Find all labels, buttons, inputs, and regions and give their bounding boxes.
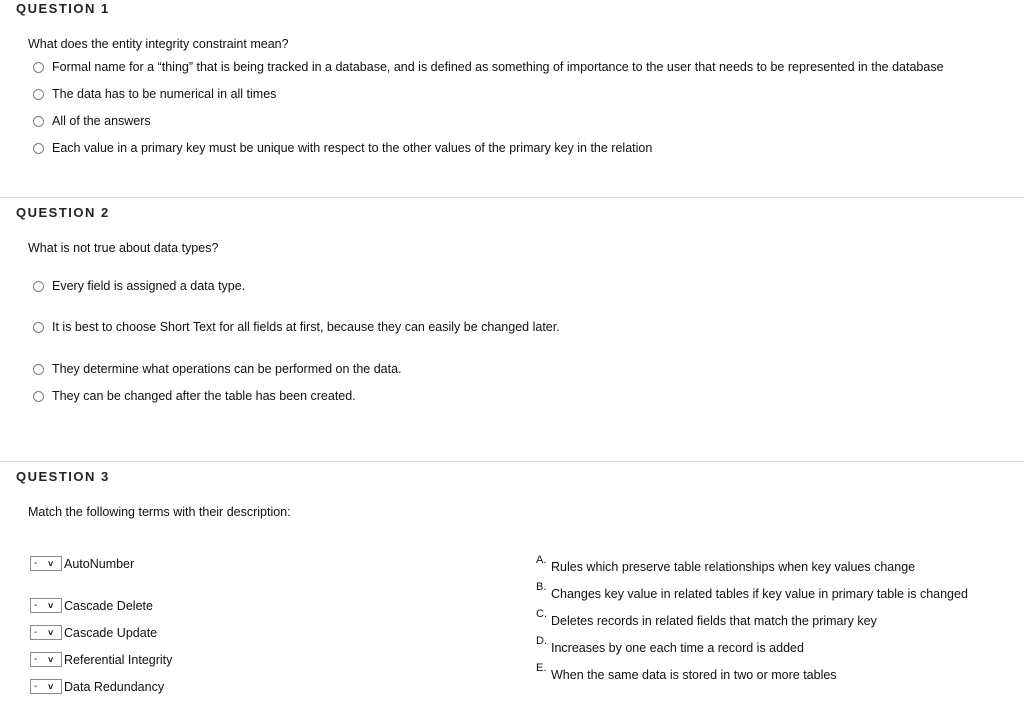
section-divider: [0, 197, 1024, 198]
q1-option-3[interactable]: [33, 114, 151, 128]
chevron-down-icon: ˅: [48, 681, 54, 692]
description-text: Rules which preserve table relationships when key values change: [551, 560, 916, 574]
description-text: Deletes records in related fields that match the primary key: [551, 614, 877, 628]
chevron-down-icon: ˅: [48, 600, 54, 611]
option-label: Each value in a primary key must be unique with respect to the other values of the primary key in the relation: [52, 141, 653, 155]
match-select[interactable]: - ˅: [30, 598, 62, 613]
radio-button[interactable]: [33, 89, 44, 100]
match-term: Referential Integrity: [64, 652, 173, 667]
radio-button[interactable]: [33, 281, 44, 292]
option-label: It is best to choose Short Text for all fields at first, because they can easily be changed later.: [52, 320, 560, 334]
option-label: Every field is assigned a data type.: [52, 279, 246, 293]
match-select[interactable]: - ˅: [30, 652, 62, 667]
match-select[interactable]: - ˅: [30, 679, 62, 694]
radio-button[interactable]: [33, 143, 44, 154]
match-description-e: [536, 662, 837, 682]
q2-option-2[interactable]: [33, 320, 560, 334]
description-letter: C.: [536, 608, 547, 620]
description-letter: A.: [536, 554, 547, 566]
question-2-heading: QUESTION 2: [16, 205, 110, 220]
q1-option-4[interactable]: [33, 141, 652, 155]
description-text: When the same data is stored in two or more tables: [551, 668, 837, 682]
match-description-b: [536, 581, 968, 601]
option-label: All of the answers: [52, 114, 151, 128]
radio-button[interactable]: [33, 364, 44, 375]
radio-button[interactable]: [33, 62, 44, 73]
description-letter: D.: [536, 635, 547, 647]
q2-option-4[interactable]: [33, 389, 356, 403]
chevron-down-icon: ˅: [48, 558, 54, 569]
q1-option-1[interactable]: [33, 60, 944, 74]
description-text: Increases by one each time a record is added: [551, 641, 804, 655]
match-row-cascade-update: [30, 625, 157, 640]
question-3-heading: QUESTION 3: [16, 469, 110, 484]
match-description-a: [536, 554, 916, 574]
option-label: The data has to be numerical in all times: [52, 87, 277, 101]
question-2-prompt: What is not true about data types?: [28, 241, 219, 255]
radio-button[interactable]: [33, 391, 44, 402]
radio-button[interactable]: [33, 322, 44, 333]
match-select[interactable]: - ˅: [30, 556, 62, 571]
section-divider: [0, 461, 1024, 462]
question-1-prompt: What does the entity integrity constraint mean?: [28, 37, 289, 51]
match-description-d: [536, 635, 804, 655]
match-row-referential-integrity: [30, 652, 172, 667]
q1-option-2[interactable]: [33, 87, 276, 101]
description-text: Changes key value in related tables if key value in primary table is changed: [551, 587, 968, 601]
match-select[interactable]: - ˅: [30, 625, 62, 640]
match-row-data-redundancy: [30, 679, 164, 694]
q2-option-1[interactable]: [33, 279, 245, 293]
match-description-c: [536, 608, 877, 628]
question-1-heading: QUESTION 1: [16, 1, 110, 16]
question-3-prompt: Match the following terms with their description:: [28, 505, 291, 519]
chevron-down-icon: ˅: [48, 654, 54, 665]
option-label: They can be changed after the table has been created.: [52, 389, 356, 403]
description-letter: B.: [536, 581, 547, 593]
match-row-cascade-delete: [30, 598, 153, 613]
q2-option-3[interactable]: [33, 362, 402, 376]
option-label: Formal name for a “thing” that is being tracked in a database, and is defined as something of importance to the user that needs to be represented in the database: [52, 60, 944, 74]
radio-button[interactable]: [33, 116, 44, 127]
match-term: AutoNumber: [64, 556, 135, 571]
chevron-down-icon: ˅: [48, 627, 54, 638]
match-term: Data Redundancy: [64, 679, 165, 694]
description-letter: E.: [536, 662, 547, 674]
match-row-autonumber: [30, 556, 134, 571]
match-term: Cascade Update: [64, 625, 158, 640]
option-label: They determine what operations can be performed on the data.: [52, 362, 402, 376]
match-term: Cascade Delete: [64, 598, 153, 613]
